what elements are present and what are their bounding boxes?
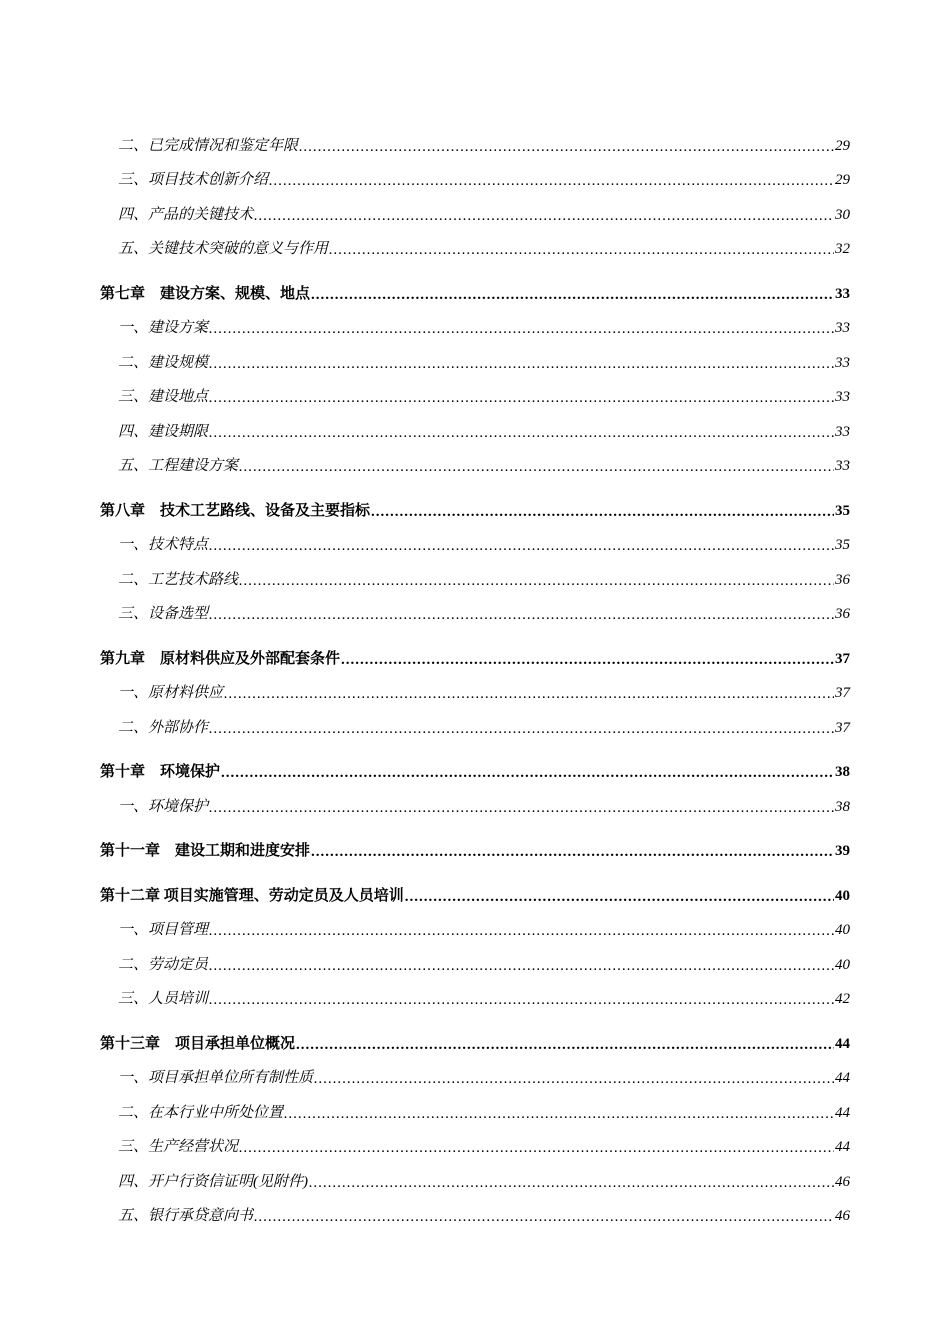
toc-section-entry[interactable] [100,406,850,441]
toc-section-entry[interactable] [100,668,850,703]
toc-entry-title: 二、在本行业中所处位置 [118,1104,284,1121]
toc-page-number: 36 [835,606,850,622]
toc-page-number: 33 [835,285,850,302]
toc-entry-title: 二、工艺技术路线 [118,571,239,588]
toc-section-entry[interactable] [100,224,850,259]
toc-page-number: 44 [835,1139,850,1155]
toc-entry-title: 第八章 技术工艺路线、设备及主要指标 [100,502,371,519]
toc-section-entry[interactable] [100,189,850,224]
dot-leader [209,539,834,554]
toc-page-number: 44 [835,1035,850,1052]
toc-section-entry[interactable] [100,702,850,737]
toc-page-number: 29 [835,172,850,188]
toc-page-number: 42 [835,991,850,1007]
dot-leader [209,801,834,816]
toc-chapter-entry[interactable] [100,1018,850,1053]
toc-entry-title: 四、产品的关键技术 [118,206,254,223]
toc-entry-title: 三、人员培训 [118,991,209,1007]
toc-page-number: 37 [835,650,850,667]
dot-leader [314,1072,834,1087]
toc-page-number: 46 [835,1173,850,1190]
toc-entry-title: 二、劳动定员 [118,956,209,973]
toc-entry-title: 三、建设地点 [118,389,209,405]
dot-leader [239,460,834,475]
dot-leader [224,687,834,702]
toc-entry-title: 一、原材料供应 [118,685,224,701]
toc-section-entry[interactable] [100,372,850,407]
toc-entry-title: 一、建设方案 [118,320,209,336]
toc-page-number: 37 [835,685,850,701]
toc-page-number: 38 [835,798,850,815]
toc-page-number: 44 [835,1070,850,1086]
dot-leader [299,140,834,155]
dot-leader [254,1210,834,1225]
dot-leader [209,722,834,737]
dot-leader [239,574,834,589]
dot-leader [209,357,834,372]
toc-page-number: 33 [835,354,850,371]
toc-section-entry[interactable] [100,520,850,555]
dot-leader [371,505,834,520]
toc-page-number: 33 [835,320,850,336]
toc-entry-title: 第九章 原材料供应及外部配套条件 [100,650,341,667]
toc-page-number: 32 [835,241,850,257]
toc-entry-title: 二、已完成情况和鉴定年限 [118,137,299,154]
toc-page-number: 44 [835,1104,850,1121]
toc-entry-title: 三、生产经营状况 [118,1139,239,1155]
toc-page-number: 37 [835,719,850,736]
toc-chapter-entry[interactable] [100,826,850,861]
toc-page-number: 35 [835,502,850,519]
toc-entry-title: 第七章 建设方案、规模、地点 [100,285,311,302]
dot-leader [209,391,834,406]
dot-leader [296,1038,834,1053]
toc-page-number: 35 [835,537,850,553]
toc-section-entry[interactable] [100,939,850,974]
toc-page-number: 30 [835,206,850,223]
toc-entry-title: 第十二章 项目实施管理、劳动定员及人员培训 [100,887,404,904]
toc-entry-title: 第十章 环境保护 [100,764,221,780]
dot-leader [284,1107,834,1122]
toc-page-number: 29 [835,137,850,154]
toc-page-number: 40 [835,956,850,973]
toc-entry-title: 五、银行承贷意向书 [118,1208,254,1224]
dot-leader [341,653,834,668]
toc-page-number: 36 [835,571,850,588]
dot-leader [209,959,834,974]
toc-page-number: 40 [835,922,850,938]
toc-chapter-entry[interactable] [100,485,850,520]
toc-section-entry[interactable] [100,1053,850,1088]
toc-section-entry[interactable] [100,155,850,190]
toc-section-entry[interactable] [100,589,850,624]
dot-leader [209,993,834,1008]
toc-section-entry[interactable] [100,554,850,589]
toc-section-entry[interactable] [100,974,850,1009]
toc-section-entry[interactable] [100,441,850,476]
toc-chapter-entry[interactable] [100,870,850,905]
dot-leader [269,174,834,189]
toc-chapter-entry[interactable] [100,747,850,782]
toc-entry-title: 二、外部协作 [118,719,209,736]
dot-leader [221,766,834,781]
toc-section-entry[interactable] [100,120,850,155]
toc-entry-title: 三、项目技术创新介绍 [118,172,269,188]
dot-leader [309,1176,834,1191]
toc-entry-title: 第十一章 建设工期和进度安排 [100,843,311,859]
toc-page-number: 40 [835,887,850,904]
toc-chapter-entry[interactable] [100,268,850,303]
toc-entry-title: 四、开户行资信证明(见附件) [118,1173,308,1190]
toc-section-entry[interactable] [100,337,850,372]
toc-entry-title: 一、项目承担单位所有制性质 [118,1070,314,1086]
dot-leader [329,243,834,258]
dot-leader [209,322,834,337]
toc-entry-title: 一、环境保护 [118,798,209,815]
dot-leader [209,924,834,939]
toc-page-number: 33 [835,423,850,440]
toc-page-number: 39 [835,843,850,859]
toc-entry-title: 五、关键技术突破的意义与作用 [118,241,329,257]
toc-section-entry[interactable] [100,1122,850,1157]
dot-leader [209,608,834,623]
toc-entry-title: 四、建设期限 [118,423,209,440]
toc-section-entry[interactable] [100,781,850,816]
toc-section-entry[interactable] [100,1087,850,1122]
dot-leader [239,1141,834,1156]
dot-leader [311,288,834,303]
toc-entry-title: 五、工程建设方案 [118,458,239,474]
dot-leader [405,890,834,905]
dot-leader [254,209,834,224]
toc-page-number: 38 [835,764,850,780]
toc-entry-title: 三、设备选型 [118,606,209,622]
toc-page-number: 33 [835,458,850,474]
toc-section-entry[interactable] [100,303,850,338]
toc-page-number: 46 [835,1208,850,1224]
toc-section-entry[interactable] [100,905,850,940]
toc-entry-title: 二、建设规模 [118,354,209,371]
table-of-contents [100,120,850,1225]
dot-leader [311,845,834,860]
toc-entry-title: 一、技术特点 [118,537,209,553]
toc-entry-title: 第十三章 项目承担单位概况 [100,1035,296,1052]
toc-page-number: 33 [835,389,850,405]
toc-section-entry[interactable] [100,1156,850,1191]
dot-leader [209,426,834,441]
toc-chapter-entry[interactable] [100,633,850,668]
toc-entry-title: 一、项目管理 [118,922,209,938]
toc-section-entry[interactable] [100,1191,850,1226]
